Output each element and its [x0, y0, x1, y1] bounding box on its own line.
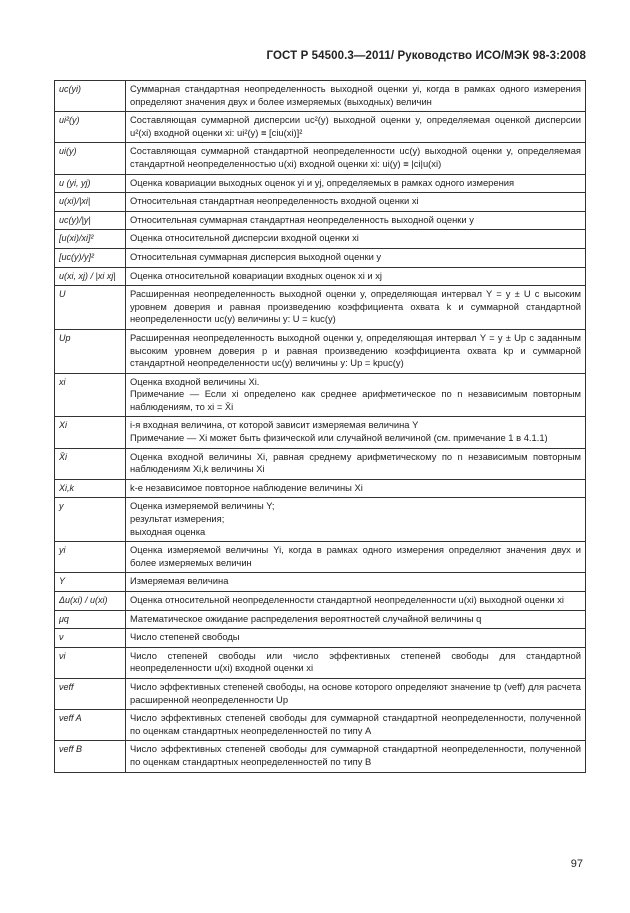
description-text: Оценка измеряемой величины Yi, когда в рамках одного измерения определяют значения двух и более измеряемых величин	[130, 544, 581, 568]
symbol-cell: Y	[55, 573, 126, 592]
symbol-cell: X̄i	[55, 448, 126, 479]
description-text: Оценка относительной ковариации входных оценок xi и xj	[130, 269, 383, 281]
table-row	[55, 629, 586, 648]
symbols-table	[54, 80, 586, 773]
symbol-cell: y	[55, 498, 126, 542]
description-cell	[126, 193, 586, 212]
symbol-cell: xi	[55, 373, 126, 417]
symbol-cell: ν	[55, 629, 126, 648]
symbol-cell: uc(y)/|y|	[55, 211, 126, 230]
description-cell	[126, 329, 586, 373]
description-text: Оценка относительной дисперсии входной оценки xi	[130, 232, 359, 244]
description-text: Оценка относительной неопределенности стандартной неопределенности u(xi) выходной оценки xi	[130, 594, 564, 605]
description-extra-line: результат измерения;	[130, 513, 225, 525]
table-row	[55, 678, 586, 709]
symbol-cell: u(xi, xj) / |xi xj|	[55, 267, 126, 286]
table-row	[55, 174, 586, 193]
symbol-cell: νi	[55, 647, 126, 678]
table-row	[55, 193, 586, 212]
description-cell	[126, 211, 586, 230]
note-text: Примечание — Xi может быть физической или случайной величиной (см. примечание 1 в 4.1.1)	[130, 432, 548, 444]
table-row	[55, 498, 586, 542]
table-row	[55, 373, 586, 417]
description-cell	[126, 678, 586, 709]
description-text: Число степеней свободы	[130, 631, 240, 643]
description-cell	[126, 112, 586, 143]
table-row	[55, 710, 586, 741]
table-row	[55, 741, 586, 772]
table-row	[55, 610, 586, 629]
table-row	[55, 230, 586, 249]
table-row	[55, 647, 586, 678]
table-row	[55, 267, 586, 286]
description-text: Суммарная стандартная неопределенность выходной оценки yi, когда в рамках одного измерения определяют значения двух и более измеряемых (выходных) величин	[130, 83, 581, 107]
running-header: ГОСТ Р 54500.3—2011/ Руководство ИСО/МЭК 98-3:2008	[266, 50, 586, 62]
description-cell	[126, 498, 586, 542]
table-row	[55, 592, 586, 611]
description-text: k-е независимое повторное наблюдение величины Xi	[130, 481, 363, 493]
description-cell	[126, 542, 586, 573]
description-cell	[126, 647, 586, 678]
symbol-cell: ui²(y)	[55, 112, 126, 143]
description-text: Оценка ковариации выходных оценок yi и yj, определяемых в рамках одного измерения	[130, 176, 515, 188]
table-row	[55, 448, 586, 479]
description-text: Относительная суммарная дисперсия выходной оценки y	[130, 250, 382, 262]
description-text: Относительная суммарная стандартная неопределенность выходной оценки y	[130, 213, 474, 225]
symbol-cell: ui(y)	[55, 143, 126, 174]
description-text: Оценка измеряемой величины Y;	[130, 500, 275, 512]
symbol-cell: Up	[55, 329, 126, 373]
symbol-cell: [uc(y)/y]²	[55, 248, 126, 267]
table-row	[55, 479, 586, 498]
description-cell	[126, 592, 586, 611]
page-number: 97	[570, 858, 583, 870]
description-cell	[126, 373, 586, 417]
description-cell	[126, 174, 586, 193]
description-cell	[126, 267, 586, 286]
symbol-cell: Xi	[55, 417, 126, 448]
description-text: i-я входная величина, от которой зависит измеряемая величина Y	[130, 419, 419, 431]
description-text: Составляющая суммарной стандартной неопределенности uc(y) выходной оценки y, определяемая стандартной неопределенностью u(xi) входной оценки xi: ui(y) ≡ |ci|u(xi)	[130, 145, 581, 169]
description-cell	[126, 610, 586, 629]
description-cell	[126, 710, 586, 741]
symbol-cell: yi	[55, 542, 126, 573]
description-text: Число эффективных степеней свободы для суммарной стандартной неопределенности, полученной по оценкам стандартных неопределенностей по типу A	[130, 712, 581, 736]
description-cell	[126, 479, 586, 498]
description-text: Составляющая суммарной дисперсии uc²(y) выходной оценки y, определяемая оценкой дисперсии u²(xi) входной оценки xi: ui²(y) ≡ [ciu(xi)]²	[130, 114, 581, 138]
symbol-cell: νeff A	[55, 710, 126, 741]
table-row	[55, 112, 586, 143]
description-cell	[126, 143, 586, 174]
symbol-cell: νeff	[55, 678, 126, 709]
symbol-cell: uc(yi)	[55, 81, 126, 112]
table-row	[55, 211, 586, 230]
table-row	[55, 542, 586, 573]
table-row	[55, 143, 586, 174]
description-text: Число степеней свободы или число эффективных степеней свободы для стандартной неопределенности u(xi) входной оценки xi	[130, 649, 581, 674]
description-extra-line: выходная оценка	[130, 525, 206, 537]
description-text: Расширенная неопределенность выходной оценки y, определяющая интервал Y = y ± Up с заданным высоким уровнем доверия p и равная произведению коэффициента охвата kp и суммарной стандартной неопределенности uc(y) величины y: Up = kpuc(y)	[130, 331, 581, 369]
table-row	[55, 81, 586, 112]
symbol-cell: μq	[55, 610, 126, 629]
symbol-cell: Xi,k	[55, 479, 126, 498]
note-text: Примечание — Если xi определено как среднее арифметическое по n независимым повторным наблюдениям, то xi = X̄i	[130, 388, 581, 412]
description-cell	[126, 230, 586, 249]
symbol-cell: u (yi, yj)	[55, 174, 126, 193]
description-cell	[126, 417, 586, 448]
symbol-cell: U	[55, 286, 126, 330]
description-cell	[126, 573, 586, 592]
table-row	[55, 248, 586, 267]
description-text: Число эффективных степеней свободы для суммарной стандартной неопределенности, полученной по оценкам стандартных неопределенностей по типу B	[130, 743, 581, 767]
table-row	[55, 329, 586, 373]
description-text: Математическое ожидание распределения вероятностей случайной величины q	[130, 612, 482, 624]
description-cell	[126, 81, 586, 112]
description-cell	[126, 286, 586, 330]
description-cell	[126, 448, 586, 479]
symbol-cell: u(xi)/|xi|	[55, 193, 126, 212]
table-row	[55, 286, 586, 330]
description-text: Число эффективных степеней свободы, на основе которого определяют значение tp (νeff) для расчета расширенной неопределенности Up	[130, 680, 581, 705]
description-cell	[126, 741, 586, 772]
symbol-cell: [u(xi)/xi]²	[55, 230, 126, 249]
symbol-cell: νeff B	[55, 741, 126, 772]
description-text: Измеряемая величина	[130, 575, 229, 587]
description-text: Оценка входной величины Xi, равная среднему арифметическому по n независимым повторным наблюдениям Xi,k величины Xi	[130, 450, 581, 475]
description-text: Оценка входной величины Xi.	[130, 375, 260, 387]
description-cell	[126, 629, 586, 648]
table-row	[55, 573, 586, 592]
description-text: Относительная стандартная неопределенность входной оценки xi	[130, 195, 419, 207]
description-text: Расширенная неопределенность выходной оценки y, определяющая интервал Y = y ± U с высоким уровнем доверия и равная произведению коэффициента охвата k и суммарной стандартной неопределенности uc(y) величины y: U = kuc(y)	[130, 288, 581, 325]
table-row	[55, 417, 586, 448]
symbol-cell: Δu(xi) / u(xi)	[55, 592, 126, 611]
description-cell	[126, 248, 586, 267]
